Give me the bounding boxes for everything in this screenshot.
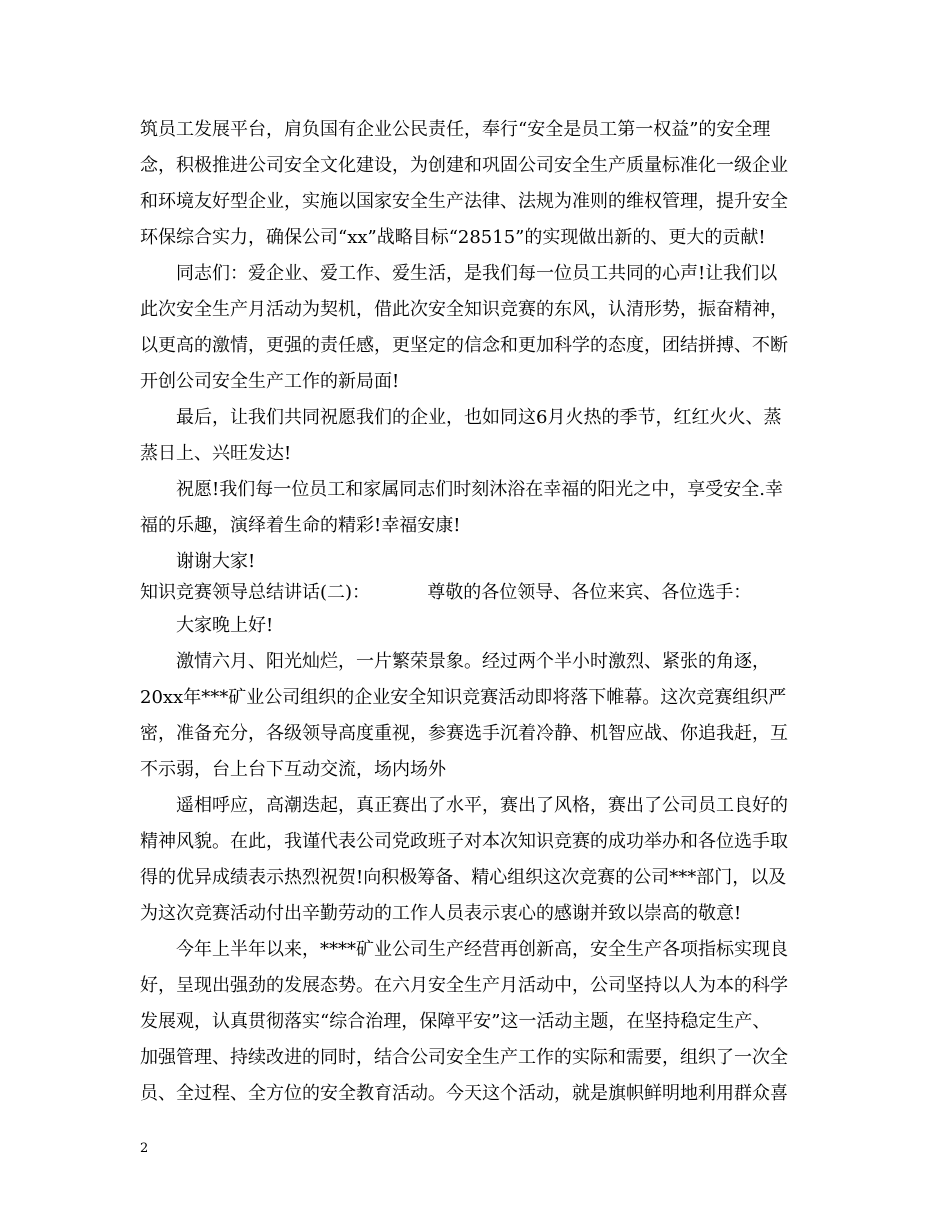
text-line: 发展观，认真贯彻落实“综合治理，保障平安”这一活动主题，在坚持稳定生产、 bbox=[140, 1011, 771, 1032]
text-line: 此次安全生产月活动为契机，借此次安全知识竞赛的东风，认清形势，振奋精神， bbox=[140, 299, 788, 320]
page-number: 2 bbox=[140, 1141, 149, 1156]
text-line: 谢谢大家! bbox=[176, 551, 256, 572]
text-line: 员、全过程、全方位的安全教育活动。今天这个活动，就是旗帜鲜明地利用群众喜 bbox=[140, 1083, 788, 1104]
text-line: 福的乐趣，演绎着生命的精彩!幸福安康! bbox=[140, 515, 461, 536]
text-line: 今年上半年以来，****矿业公司生产经营再创新高，安全生产各项指标实现良 bbox=[176, 939, 788, 960]
text-line: 筑员工发展平台，肩负国有企业公民责任，奉行“安全是员工第一权益”的安全理 bbox=[140, 119, 771, 140]
text-line: 念，积极推进公司安全文化建设，为创建和巩固公司安全生产质量标准化一级企业 bbox=[140, 155, 788, 176]
text-line: 加强管理、持续改进的同时，结合公司安全生产工作的实际和需要，组织了一次全 bbox=[140, 1047, 788, 1068]
text-line: 为这次竞赛活动付出辛勤劳动的工作人员表示衷心的感谢并致以崇高的敬意! bbox=[140, 903, 742, 924]
text-line: 环保综合实力，确保公司“xx”战略目标“28515”的实现做出新的、更大的贡献! bbox=[140, 227, 766, 248]
text-line: 遥相呼应，高潮迭起，真正赛出了水平，赛出了风格，赛出了公司员工良好的 bbox=[176, 795, 788, 816]
text-line: 密，准备充分，各级领导高度重视，参赛选手沉着冷静、机智应战、你追我赶，互 bbox=[140, 723, 788, 744]
text-line: 最后，让我们共同祝愿我们的企业，也如同这6月火热的季节，红红火火、蒸 bbox=[176, 407, 782, 428]
text-line: 和环境友好型企业，实施以国家安全生产法律、法规为准则的维权管理，提升安全 bbox=[140, 191, 788, 212]
section-heading: 知识竞赛领导总结讲话(二)： 尊敬的各位领导、各位来宾、各位选手： bbox=[140, 582, 752, 603]
text-line: 得的优异成绩表示热烈祝贺!向积极筹备、精心组织这次竞赛的公司***部门，以及 bbox=[140, 867, 787, 888]
text-line: 蒸日上、兴旺发达! bbox=[140, 443, 292, 464]
text-line: 好，呈现出强劲的发展态势。在六月安全生产月活动中，公司坚持以人为本的科学 bbox=[140, 975, 788, 996]
text-line: 以更高的激情，更强的责任感，更坚定的信念和更加科学的态度，团结拼搏、不断 bbox=[140, 335, 788, 356]
text-line: 精神风貌。在此，我谨代表公司党政班子对本次知识竞赛的成功举办和各位选手取 bbox=[140, 831, 788, 852]
text-line: 激情六月、阳光灿烂，一片繁荣景象。经过两个半小时激烈、紧张的角逐， bbox=[176, 651, 770, 672]
text-line: 同志们：爱企业、爱工作、爱生活，是我们每一位员工共同的心声!让我们以 bbox=[176, 263, 778, 284]
text-line: 祝愿!我们每一位员工和家属同志们时刻沐浴在幸福的阳光之中，享受安全.幸 bbox=[176, 479, 783, 500]
text-line: 大家晚上好! bbox=[176, 615, 274, 636]
text-line: 20xx年***矿业公司组织的企业安全知识竞赛活动即将落下帷幕。这次竞赛组织严 bbox=[140, 687, 787, 708]
text-line: 不示弱，台上台下互动交流，场内场外 bbox=[140, 759, 446, 780]
text-line: 开创公司安全生产工作的新局面! bbox=[140, 371, 400, 392]
